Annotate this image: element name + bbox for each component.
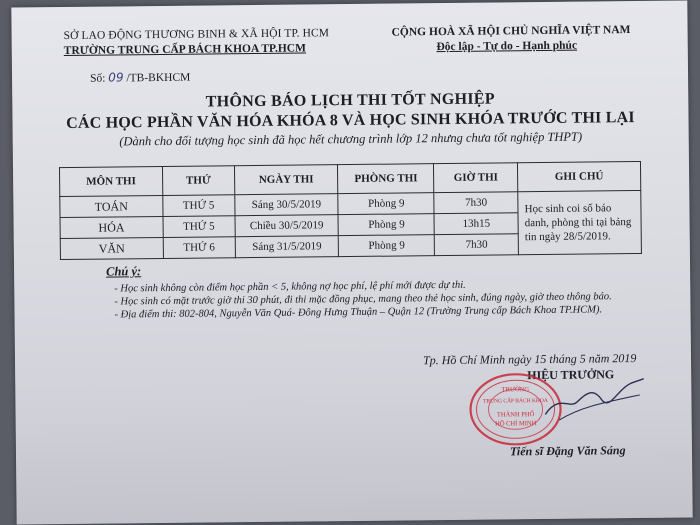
- doc-number-prefix: Số:: [89, 72, 109, 85]
- note-item: - Học sinh không còn điểm học phần < 5, không nợ học phí, lệ phí mới được dự thi.: [114, 279, 466, 295]
- document-title: THÔNG BÁO LỊCH THI TỐT NGHIỆP: [205, 90, 495, 111]
- weekday-cell: THỨ 5: [163, 216, 235, 238]
- stamp-line: THÀNH PHỐ: [496, 411, 535, 419]
- column-header: THỨ: [162, 166, 234, 196]
- subject-cell: HÓA: [60, 216, 163, 238]
- date-cell: Sáng 30/5/2019: [234, 194, 338, 216]
- stamp-line: TRƯỜNG: [501, 386, 530, 394]
- nation-name: CỘNG HOÀ XÃ HỘI CHỦ NGHĨA VIỆT NAM: [391, 24, 631, 39]
- column-header: GIỜ THI: [434, 163, 518, 193]
- date-cell: Sáng 31/5/2019: [235, 236, 339, 258]
- national-motto: Độc lập - Tự do - Hạnh phúc: [436, 39, 578, 54]
- room-cell: Phòng 9: [339, 235, 435, 257]
- exam-schedule-table: [59, 161, 642, 260]
- subject-cell: TOÁN: [60, 195, 163, 217]
- time-cell: 13h15: [434, 213, 518, 235]
- notes-list: [114, 277, 612, 321]
- document-subtitle: (Dành cho đối tượng học sinh đã học hết chương trình lớp 12 nhưng chưa tốt nghiệp THPT): [119, 129, 583, 149]
- stamp-line: TRUNG CẤP BÁCH KHOA: [483, 397, 548, 405]
- weekday-cell: THỨ 5: [163, 195, 235, 217]
- document-number: [90, 70, 190, 85]
- signer-role: HIỆU TRƯỞNG: [527, 367, 615, 383]
- doc-number-handwritten: 09: [108, 70, 124, 85]
- subject-cell: VĂN: [60, 237, 163, 259]
- document-title-line2: CÁC HỌC PHẦN VĂN HÓA KHÓA 8 VÀ HỌC SINH KHÓA TRƯỚC THI LẠI: [66, 109, 635, 132]
- room-cell: Phòng 9: [338, 193, 434, 215]
- issuer-header: [64, 26, 330, 59]
- place-and-date: Tp. Hồ Chí Minh ngày 15 tháng 5 năm 2019: [422, 351, 637, 368]
- stamp-line: HỒ CHÍ MINH: [495, 420, 537, 428]
- column-header: GHI CHÚ: [518, 161, 641, 191]
- note-cell: Học sinh coi số báo danh, phòng thi tại bảng tin ngày 28/5/2019.: [518, 190, 642, 254]
- date-cell: Chiều 30/5/2019: [235, 215, 339, 237]
- signer-name: Tiến sĩ Đặng Văn Sáng: [509, 443, 626, 459]
- column-header: PHÒNG THI: [338, 164, 434, 194]
- note-item: - Địa điểm thi: 802-804, Nguyễn Văn Quá- Đông Hưng Thuận – Quận 12 (Trường Trung cấp Bách Khoa TP.HCM).: [114, 304, 603, 321]
- time-cell: 7h30: [434, 192, 518, 214]
- note-item: - Học sinh có mặt trước giờ thi 30 phút, đi thi mặc đồng phục, mang theo thẻ học sinh, đúng ngày, giờ theo thông báo.: [114, 291, 612, 308]
- time-cell: 7h30: [435, 234, 519, 256]
- ministry-name: SỞ LAO ĐỘNG THƯƠNG BINH & XÃ HỘI TP. HCM: [63, 27, 330, 43]
- column-header: NGÀY THI: [234, 165, 338, 195]
- notes-heading: Chú ý:: [106, 264, 142, 279]
- school-name: TRƯỜNG TRUNG CẤP BÁCH KHOA TP.HCM: [63, 42, 306, 58]
- national-header: [391, 23, 631, 55]
- handwritten-signature: [539, 373, 650, 434]
- weekday-cell: THỨ 6: [163, 237, 235, 259]
- room-cell: Phòng 9: [338, 214, 434, 236]
- doc-number-suffix: /TB-BKHCM: [123, 71, 191, 85]
- document-page: [11, 0, 692, 524]
- column-header: MÔN THI: [59, 166, 162, 196]
